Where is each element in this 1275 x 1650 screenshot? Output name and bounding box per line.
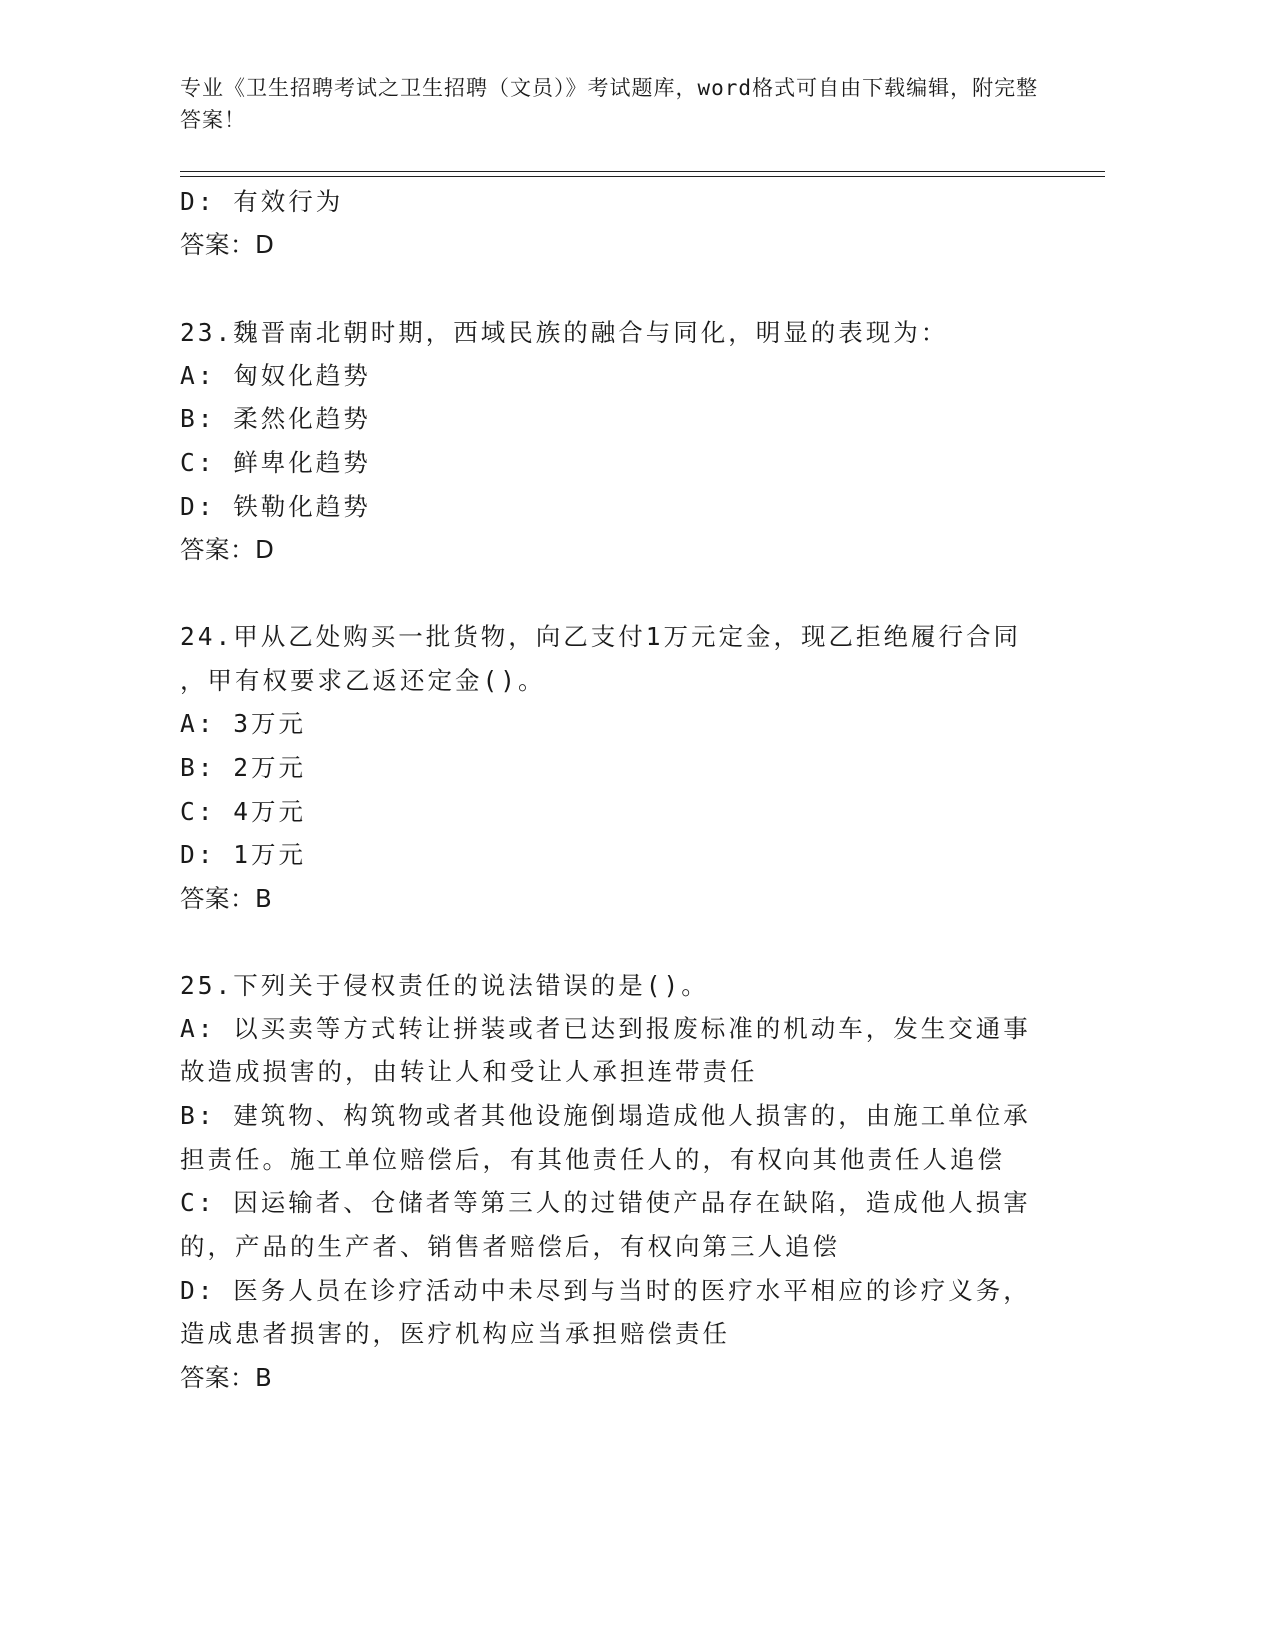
question-23-option-d: D: 铁勒化趋势 <box>180 492 371 521</box>
question-23-stem: 23.魏晋南北朝时期，西域民族的融合与同化，明显的表现为： <box>180 318 949 347</box>
header-rule-top <box>180 171 1105 172</box>
prev-option-d: D: 有效行为 <box>180 187 344 216</box>
question-25-option-d-line-1: D: 医务人员在诊疗活动中未尽到与当时的医疗水平相应的诊疗义务， <box>180 1276 1031 1305</box>
question-25-option-b-line-2: 担责任。施工单位赔偿后，有其他责任人的，有权向其他责任人追偿 <box>180 1145 1005 1174</box>
question-23-option-a: A: 匈奴化趋势 <box>180 361 371 390</box>
question-24-stem-line-2: ，甲有权要求乙返还定金()。 <box>180 666 546 695</box>
question-25-option-a-line-2: 故造成损害的，由转让人和受让人承担连带责任 <box>180 1057 758 1086</box>
question-25-option-d-line-2: 造成患者损害的，医疗机构应当承担赔偿责任 <box>180 1319 730 1348</box>
prev-answer: 答案：D <box>180 230 275 259</box>
question-23-option-c: C: 鲜卑化趋势 <box>180 448 371 477</box>
question-23-option-b: B: 柔然化趋势 <box>180 404 371 433</box>
question-24-stem-line-1: 24.甲从乙处购买一批货物，向乙支付1万元定金，现乙拒绝履行合同 <box>180 622 1021 651</box>
document-header: 专业《卫生招聘考试之卫生招聘（文员）》考试题库，word格式可自由下载编辑，附完整答案！ <box>180 76 1039 132</box>
header-rule-bottom <box>180 176 1105 177</box>
question-23-answer: 答案：D <box>180 535 275 564</box>
question-25-option-c-line-1: C: 因运输者、仓储者等第三人的过错使产品存在缺陷，造成他人损害 <box>180 1188 1031 1217</box>
question-25-option-b-line-1: B: 建筑物、构筑物或者其他设施倒塌造成他人损害的，由施工单位承 <box>180 1101 1031 1130</box>
question-24-answer: 答案：B <box>180 884 273 913</box>
question-24-option-a: A: 3万元 <box>180 709 307 738</box>
question-25-stem: 25.下列关于侵权责任的说法错误的是()。 <box>180 971 709 1000</box>
question-24-option-b: B: 2万元 <box>180 753 307 782</box>
question-24-option-c: C: 4万元 <box>180 797 307 826</box>
question-25-option-c-line-2: 的，产品的生产者、销售者赔偿后，有权向第三人追偿 <box>180 1232 840 1261</box>
question-25-answer: 答案：B <box>180 1363 273 1392</box>
question-25-option-a-line-1: A: 以买卖等方式转让拼装或者已达到报废标准的机动车，发生交通事 <box>180 1014 1031 1043</box>
question-24-option-d: D: 1万元 <box>180 840 307 869</box>
